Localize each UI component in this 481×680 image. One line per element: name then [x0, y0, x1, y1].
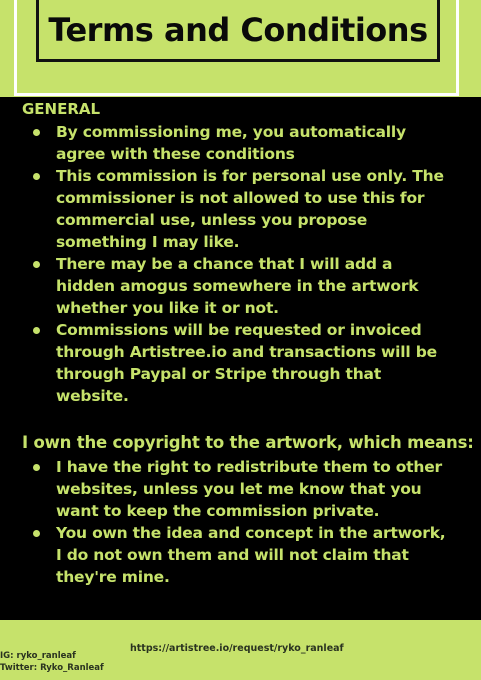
general-list — [30, 121, 450, 407]
twitter-handle: Twitter: Ryko_Ranleaf — [0, 663, 104, 673]
list-item — [30, 165, 450, 253]
frame-line-bottom — [14, 93, 459, 96]
list-item-text: You own the idea and concept in the artwork, I do not own them and will not claim that they're mine. — [56, 524, 446, 586]
frame-line-left — [14, 0, 17, 96]
list-item-text: Commissions will be requested or invoiced through Artistree.io and transactions will be through Paypal or Stripe through that website. — [56, 321, 437, 405]
request-url-link[interactable]: https://artistree.io/request/ryko_ranleaf — [130, 643, 344, 654]
terms-panel — [0, 97, 481, 620]
list-item-text: I have the right to redistribute them to other websites, unless you let me know that you want to keep the commission private. — [56, 458, 442, 520]
list-item-text: This commission is for personal use only. The commissioner is not allowed to use this for commercial use, unless you propose something I may like. — [56, 167, 444, 251]
list-item-text: By commissioning me, you automatically agree with these conditions — [56, 123, 406, 163]
bullet-icon — [33, 464, 40, 471]
title-box — [36, 0, 440, 62]
list-item — [30, 253, 450, 319]
page-title: Terms and Conditions — [48, 10, 428, 49]
list-item-text: There may be a chance that I will add a hidden amogus somewhere in the artwork whether you like it or not. — [56, 255, 419, 317]
section-heading-general: GENERAL — [22, 100, 101, 118]
instagram-handle: IG: ryko_ranleaf — [0, 651, 76, 661]
list-item — [30, 456, 450, 522]
bullet-icon — [33, 261, 40, 268]
bullet-icon — [33, 327, 40, 334]
copyright-list — [30, 456, 450, 588]
list-item — [30, 522, 450, 588]
bullet-icon — [33, 173, 40, 180]
copyright-intro: I own the copyright to the artwork, which means: — [22, 433, 474, 452]
list-item — [30, 121, 450, 165]
bullet-icon — [33, 129, 40, 136]
frame-line-right — [456, 0, 459, 96]
bullet-icon — [33, 530, 40, 537]
list-item — [30, 319, 450, 407]
